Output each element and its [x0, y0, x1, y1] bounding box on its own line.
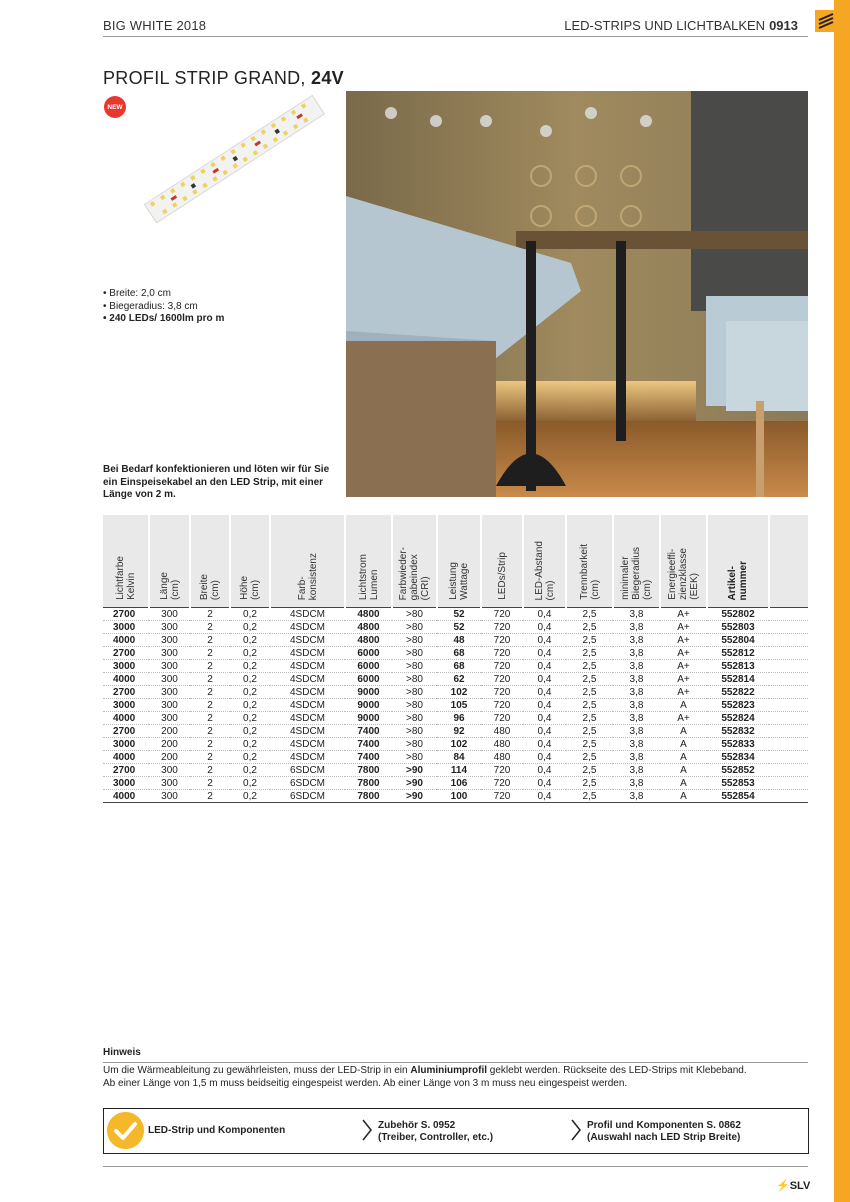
table-cell: 0,2 — [230, 608, 270, 621]
table-cell: 4000 — [103, 712, 149, 725]
table-cell — [769, 751, 808, 764]
table-cell: 552803 — [707, 621, 769, 634]
table-cell — [769, 699, 808, 712]
table-cell: 3000 — [103, 660, 149, 673]
table-cell: 2,5 — [566, 790, 613, 803]
column-header: Höhe (cm) — [230, 515, 270, 608]
table-cell: 4SDCM — [270, 673, 345, 686]
note-line-1 — [103, 1065, 803, 1078]
table-cell: 0,4 — [523, 725, 566, 738]
table-cell: 2,5 — [566, 777, 613, 790]
table-cell: 480 — [481, 738, 523, 751]
note-text-part: Um die Wärmeableitung zu gewährleisten, muss der LED-Strip in ein — [103, 1065, 411, 1076]
table-cell: 2 — [190, 660, 230, 673]
table-cell: 2,5 — [566, 751, 613, 764]
table-cell: 300 — [149, 621, 190, 634]
note-text-part: geklebt werden. Rückseite des LED-Strips mit Klebeband. — [487, 1065, 747, 1076]
table-cell: 200 — [149, 725, 190, 738]
table-cell: 3,8 — [613, 751, 660, 764]
table-cell: 9000 — [345, 699, 392, 712]
table-cell: A+ — [660, 647, 707, 660]
table-row — [103, 608, 808, 621]
table-cell: 3000 — [103, 699, 149, 712]
table-cell: 4SDCM — [270, 634, 345, 647]
table-cell: 3,8 — [613, 712, 660, 725]
table-cell: 2700 — [103, 686, 149, 699]
table-cell: 4SDCM — [270, 660, 345, 673]
checkmark-icon — [107, 1112, 144, 1149]
accessories-link-subtitle: (Treiber, Controller, etc.) — [378, 1132, 494, 1143]
table-cell: 0,4 — [523, 738, 566, 751]
table-cell: 52 — [437, 621, 481, 634]
table-cell: >90 — [392, 790, 437, 803]
table-cell: 300 — [149, 712, 190, 725]
table-cell: A+ — [660, 673, 707, 686]
column-header: Lichtstrom Lumen — [345, 515, 392, 608]
brand-name: SLV — [789, 1180, 811, 1192]
table-cell: 720 — [481, 621, 523, 634]
table-cell: 0,2 — [230, 712, 270, 725]
table-row — [103, 673, 808, 686]
table-cell: 300 — [149, 686, 190, 699]
table-cell: 106 — [437, 777, 481, 790]
table-cell — [769, 738, 808, 751]
table-cell: 552854 — [707, 790, 769, 803]
table-cell: 2,5 — [566, 660, 613, 673]
table-row — [103, 738, 808, 751]
table-cell: 6SDCM — [270, 790, 345, 803]
table-cell: A — [660, 738, 707, 751]
table-cell: 200 — [149, 738, 190, 751]
table-cell: 552834 — [707, 751, 769, 764]
led-strip-icon — [815, 10, 837, 32]
table-cell: 300 — [149, 660, 190, 673]
table-cell — [769, 790, 808, 803]
product-features — [103, 288, 224, 326]
table-cell: 552813 — [707, 660, 769, 673]
table-cell: >80 — [392, 647, 437, 660]
table-cell: A — [660, 777, 707, 790]
table-cell: 92 — [437, 725, 481, 738]
table-row — [103, 777, 808, 790]
table-cell: 300 — [149, 699, 190, 712]
table-cell: 2700 — [103, 647, 149, 660]
table-cell: 0,2 — [230, 634, 270, 647]
table-cell: 3,8 — [613, 738, 660, 751]
table-cell: 2,5 — [566, 621, 613, 634]
table-cell: 3,8 — [613, 790, 660, 803]
table-cell: 0,2 — [230, 660, 270, 673]
feature-item: • Biegeradius: 3,8 cm — [103, 300, 198, 312]
table-cell: 3000 — [103, 738, 149, 751]
table-cell: 0,4 — [523, 673, 566, 686]
table-cell: 720 — [481, 777, 523, 790]
table-cell: 0,4 — [523, 777, 566, 790]
column-header: Farbwieder- gabeindex (CRI) — [392, 515, 437, 608]
table-cell: 0,2 — [230, 699, 270, 712]
table-cell: A — [660, 751, 707, 764]
table-row — [103, 725, 808, 738]
table-cell: A — [660, 790, 707, 803]
table-cell: 0,4 — [523, 764, 566, 777]
table-cell: 0,2 — [230, 738, 270, 751]
table-cell — [769, 660, 808, 673]
table-row — [103, 751, 808, 764]
table-cell: 720 — [481, 634, 523, 647]
table-cell: 720 — [481, 647, 523, 660]
table-header-row — [103, 515, 808, 608]
table-cell: 300 — [149, 777, 190, 790]
table-cell: 9000 — [345, 686, 392, 699]
product-title — [103, 68, 344, 89]
table-cell: 4000 — [103, 790, 149, 803]
table-cell: 2700 — [103, 608, 149, 621]
table-cell: >80 — [392, 699, 437, 712]
table-cell: 3,8 — [613, 777, 660, 790]
table-cell: A+ — [660, 621, 707, 634]
chevron-right-icon — [362, 1119, 372, 1141]
table-cell: 3,8 — [613, 660, 660, 673]
table-cell — [769, 712, 808, 725]
table-row — [103, 686, 808, 699]
table-cell: 0,4 — [523, 660, 566, 673]
note-divider — [103, 1062, 808, 1063]
table-cell: 0,4 — [523, 634, 566, 647]
table-cell: 2,5 — [566, 647, 613, 660]
table-cell: 4SDCM — [270, 751, 345, 764]
column-header: LEDs/Strip — [481, 515, 523, 608]
table-cell: >90 — [392, 764, 437, 777]
table-cell: 4000 — [103, 634, 149, 647]
table-cell: 2 — [190, 608, 230, 621]
table-cell: 720 — [481, 699, 523, 712]
table-cell: 102 — [437, 686, 481, 699]
table-cell: 300 — [149, 673, 190, 686]
table-cell: A+ — [660, 686, 707, 699]
table-cell: 0,4 — [523, 751, 566, 764]
table-cell: 3000 — [103, 777, 149, 790]
table-cell: A+ — [660, 634, 707, 647]
table-cell: 2,5 — [566, 634, 613, 647]
table-cell: 2700 — [103, 725, 149, 738]
column-header: Artikel- nummer — [707, 515, 769, 608]
table-row — [103, 764, 808, 777]
table-cell — [769, 686, 808, 699]
table-cell: 4800 — [345, 608, 392, 621]
section-title — [564, 18, 798, 33]
table-cell: 552833 — [707, 738, 769, 751]
table-cell: 2 — [190, 764, 230, 777]
table-cell: 68 — [437, 660, 481, 673]
page-number: 0913 — [769, 18, 798, 33]
product-title-text: PROFIL STRIP GRAND, — [103, 68, 312, 88]
table-cell: 2,5 — [566, 738, 613, 751]
led-strip-image — [140, 90, 330, 230]
note-text — [103, 1065, 803, 1090]
table-cell: 3,8 — [613, 634, 660, 647]
cable-note: Bei Bedarf konfektionieren und löten wir für Sie ein Einspeisekabel an den LED Strip, mit einer Länge von 2 m. — [103, 464, 330, 500]
table-row — [103, 634, 808, 647]
table-cell: 0,4 — [523, 686, 566, 699]
table-cell — [769, 608, 808, 621]
table-cell: 84 — [437, 751, 481, 764]
interior-photo — [346, 91, 808, 497]
table-cell: >80 — [392, 621, 437, 634]
table-cell: >80 — [392, 712, 437, 725]
note-line-2: Ab einer Länge von 1,5 m muss beidseitig eingespeist werden. Ab einer Länge von 3 m muss neu eingespeist werden. — [103, 1077, 628, 1089]
spark-icon: ⚡ — [776, 1180, 790, 1192]
table-cell: A+ — [660, 712, 707, 725]
table-cell: 6000 — [345, 673, 392, 686]
table-cell: 0,4 — [523, 621, 566, 634]
chevron-right-icon — [571, 1119, 581, 1141]
column-header: Trennbarkeit (cm) — [566, 515, 613, 608]
table-cell: 100 — [437, 790, 481, 803]
table-cell: A+ — [660, 660, 707, 673]
components-box — [103, 1108, 809, 1154]
feature-item: • Breite: 2,0 cm — [103, 288, 171, 299]
table-cell: 52 — [437, 608, 481, 621]
table-cell: 9000 — [345, 712, 392, 725]
table-row — [103, 790, 808, 803]
table-cell: >80 — [392, 673, 437, 686]
product-voltage: 24V — [311, 68, 344, 88]
table-cell: 3000 — [103, 621, 149, 634]
table-cell: 720 — [481, 764, 523, 777]
table-row — [103, 621, 808, 634]
table-cell: 68 — [437, 647, 481, 660]
table-cell: 3,8 — [613, 699, 660, 712]
table-cell: 2 — [190, 634, 230, 647]
table-cell: 3,8 — [613, 725, 660, 738]
table-cell: 2 — [190, 738, 230, 751]
brand-logo — [776, 1179, 810, 1192]
table-cell: 300 — [149, 608, 190, 621]
table-cell: 114 — [437, 764, 481, 777]
table-cell: 0,4 — [523, 712, 566, 725]
table-cell: 4800 — [345, 621, 392, 634]
table-cell: 720 — [481, 608, 523, 621]
table-cell: >80 — [392, 751, 437, 764]
table-cell: 3,8 — [613, 608, 660, 621]
column-header: Leistung Wattage — [437, 515, 481, 608]
table-cell: 0,2 — [230, 764, 270, 777]
table-cell: 0,2 — [230, 725, 270, 738]
table-cell: 0,2 — [230, 751, 270, 764]
table-cell — [769, 764, 808, 777]
table-row — [103, 647, 808, 660]
table-cell: 3,8 — [613, 647, 660, 660]
table-cell: 200 — [149, 751, 190, 764]
table-cell: 552853 — [707, 777, 769, 790]
table-cell: 4SDCM — [270, 608, 345, 621]
table-cell: 2 — [190, 621, 230, 634]
accessories-link[interactable] — [378, 1120, 493, 1144]
table-row — [103, 660, 808, 673]
product-table — [103, 515, 808, 803]
table-cell: 0,2 — [230, 621, 270, 634]
column-header: Farb- konsistenz — [270, 515, 345, 608]
table-row — [103, 699, 808, 712]
table-cell: 300 — [149, 647, 190, 660]
table-cell: 552852 — [707, 764, 769, 777]
column-header: minimaler Biegeradius (cm) — [613, 515, 660, 608]
table-cell: 6SDCM — [270, 777, 345, 790]
table-cell: 6SDCM — [270, 764, 345, 777]
column-header — [769, 515, 808, 608]
column-header: Lichtfarbe Kelvin — [103, 515, 149, 608]
table-cell: 7400 — [345, 751, 392, 764]
orange-side-bar — [834, 0, 850, 1202]
table-cell: 6000 — [345, 647, 392, 660]
table-cell: 0,2 — [230, 777, 270, 790]
table-cell: 7400 — [345, 738, 392, 751]
catalog-title: BIG WHITE 2018 — [103, 18, 207, 33]
table-cell — [769, 777, 808, 790]
table-cell: 102 — [437, 738, 481, 751]
table-cell: 2,5 — [566, 673, 613, 686]
header-divider — [103, 36, 808, 37]
note-text-bold: Aluminiumprofil — [410, 1065, 488, 1076]
table-cell: A — [660, 699, 707, 712]
table-cell: 3,8 — [613, 621, 660, 634]
table-cell: 2,5 — [566, 725, 613, 738]
profiles-link[interactable] — [587, 1120, 741, 1144]
table-cell: >80 — [392, 660, 437, 673]
table-cell: A+ — [660, 608, 707, 621]
table-cell: 3,8 — [613, 764, 660, 777]
table-cell: 2 — [190, 647, 230, 660]
table-cell: 4SDCM — [270, 725, 345, 738]
table-cell: 2 — [190, 777, 230, 790]
table-cell: 2 — [190, 699, 230, 712]
table-cell: 552814 — [707, 673, 769, 686]
table-cell: >90 — [392, 777, 437, 790]
table-cell: 7800 — [345, 790, 392, 803]
table-cell: 300 — [149, 790, 190, 803]
table-cell: 480 — [481, 751, 523, 764]
table-cell: 2,5 — [566, 764, 613, 777]
table-cell: 4SDCM — [270, 699, 345, 712]
table-cell — [769, 725, 808, 738]
profiles-link-subtitle: (Auswahl nach LED Strip Breite) — [587, 1132, 741, 1143]
table-cell: 4SDCM — [270, 686, 345, 699]
table-cell: 552802 — [707, 608, 769, 621]
table-cell: 4SDCM — [270, 621, 345, 634]
table-cell: 2,5 — [566, 686, 613, 699]
table-cell: 2 — [190, 712, 230, 725]
table-cell: 62 — [437, 673, 481, 686]
table-cell: >80 — [392, 608, 437, 621]
table-cell: 0,4 — [523, 699, 566, 712]
table-cell: 3,8 — [613, 686, 660, 699]
table-cell: 720 — [481, 673, 523, 686]
table-cell: 720 — [481, 712, 523, 725]
table-cell: 720 — [481, 686, 523, 699]
table-cell: 4000 — [103, 673, 149, 686]
table-cell: 552832 — [707, 725, 769, 738]
table-cell: 552812 — [707, 647, 769, 660]
table-cell: 4SDCM — [270, 738, 345, 751]
table-cell: 4000 — [103, 751, 149, 764]
table-cell: 552822 — [707, 686, 769, 699]
table-cell: 2700 — [103, 764, 149, 777]
table-cell: 2 — [190, 751, 230, 764]
table-cell: 0,2 — [230, 647, 270, 660]
new-badge: NEW — [104, 96, 126, 118]
section-name: LED-STRIPS UND LICHTBALKEN — [564, 18, 766, 33]
table-cell: 0,2 — [230, 686, 270, 699]
table-cell: 2,5 — [566, 608, 613, 621]
table-cell: 300 — [149, 634, 190, 647]
table-cell: 480 — [481, 725, 523, 738]
column-header: Länge (cm) — [149, 515, 190, 608]
table-cell: 2,5 — [566, 699, 613, 712]
column-header: Energieeffi- zienzklasse (EEK) — [660, 515, 707, 608]
table-cell: 2,5 — [566, 712, 613, 725]
table-cell: 2 — [190, 686, 230, 699]
table-cell: >80 — [392, 634, 437, 647]
table-cell: >80 — [392, 725, 437, 738]
table-cell: A — [660, 764, 707, 777]
table-cell: 7800 — [345, 764, 392, 777]
table-cell: 4SDCM — [270, 647, 345, 660]
table-cell: 720 — [481, 790, 523, 803]
components-label: LED-Strip und Komponenten — [148, 1125, 286, 1136]
table-cell: >80 — [392, 738, 437, 751]
table-cell: 6000 — [345, 660, 392, 673]
table-cell: >80 — [392, 686, 437, 699]
accessories-link-title: Zubehör S. 0952 — [378, 1120, 456, 1131]
table-cell: 2 — [190, 790, 230, 803]
table-cell: 3,8 — [613, 673, 660, 686]
table-row — [103, 712, 808, 725]
table-cell: 552804 — [707, 634, 769, 647]
table-cell: 0,4 — [523, 790, 566, 803]
table-cell — [769, 673, 808, 686]
table-cell: 4SDCM — [270, 712, 345, 725]
profiles-link-title: Profil und Komponenten S. 0862 — [587, 1120, 741, 1131]
table-cell: 4800 — [345, 634, 392, 647]
table-cell: A — [660, 725, 707, 738]
table-cell: 105 — [437, 699, 481, 712]
column-header: Breite (cm) — [190, 515, 230, 608]
table-cell: 7400 — [345, 725, 392, 738]
table-cell: 0,4 — [523, 608, 566, 621]
table-cell — [769, 634, 808, 647]
table-cell: 7800 — [345, 777, 392, 790]
table-cell: 552824 — [707, 712, 769, 725]
table-cell: 552823 — [707, 699, 769, 712]
table-cell: 2 — [190, 725, 230, 738]
column-header: LED-Abstand (cm) — [523, 515, 566, 608]
footer-divider — [103, 1166, 808, 1167]
table-cell: 48 — [437, 634, 481, 647]
table-cell: 0,2 — [230, 673, 270, 686]
table-cell: 300 — [149, 764, 190, 777]
table-cell — [769, 647, 808, 660]
table-cell — [769, 621, 808, 634]
note-title: Hinweis — [103, 1047, 141, 1058]
table-cell: 720 — [481, 660, 523, 673]
table-cell: 96 — [437, 712, 481, 725]
table-cell: 2 — [190, 673, 230, 686]
feature-item: • 240 LEDs/ 1600lm pro m — [103, 313, 225, 324]
table-cell: 0,2 — [230, 790, 270, 803]
table-cell: 0,4 — [523, 647, 566, 660]
